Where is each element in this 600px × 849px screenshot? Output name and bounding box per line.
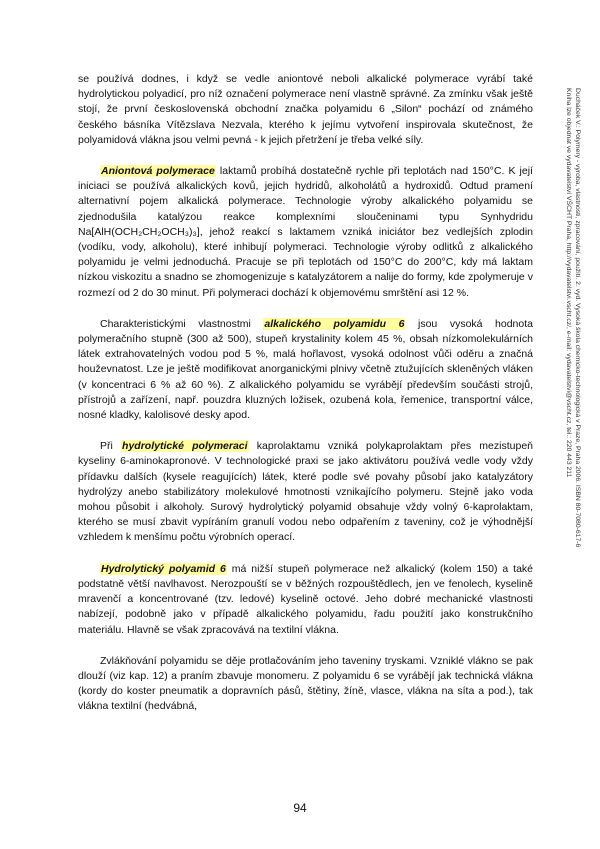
highlighted-term: alkalického polyamidu 6 [264,317,405,330]
paragraph-text: Charakteristickými vlastnostmi [100,317,264,330]
paragraph-3 [78,317,533,423]
highlighted-term: Aniontová polymerace [101,165,215,178]
citation-sidebar [556,88,582,648]
highlighted-term: Hydrolytický polyamid 6 [101,562,226,575]
citation-line-1: Ducháček V.: Polymery - výroba, vlastnosti, zpracování, použití. 2. vyd. Vysoká škola chemicko-technologická v Praze, Praha 2006. ISBN 80-7080-617-6 [574,88,581,548]
paragraph-text: jsou vysoká hodnota polymeračního stupně (300 až 500), stupeň krystalinity kolem 45 %, obsah nízkomolekulárních látek extrahovatelných vodou pod 5 %, malá hořlavost, vysoká odolnost vůči oděru a značná houževnatost. Lze je ještě modifikovat anorganickými plnivy včetně ztužujících skleněných vláken (v koncentraci 6 % až 60 %). Z alkalického polyamidu se vyrábějí především součásti strojů, přístrojů a zařízení, např. pouzdra kluzných ložisek, ozubená kola, řemenice, transportní válce, nosné kladky, kalolisové desky apod. [78,317,533,422]
citation-line-2: Kniha lze objednat ve vydavatelství VŠCHT Praha, http://vydavatelstvi.vscht.cz/, e-mail: vydavatelstvi@vscht.cz, tel.: 220 443 211 [565,88,572,478]
paragraph-text: Zvlákňování polyamidu se děje protlačováním jeho taveniny tryskami. Vzniklé vlákno se pak dlouží (viz kap. 12) a praním zbavuje monomeru. Z polyamidu 6 se vyrábějí jak technická vlákna (kordy do koster pneumatik a dopravních pásů, štětiny, žíně, vlasce, vlákna na síta a pod.), tak vlákna textilní (hedvábná, [78,654,533,713]
highlighted-term: hydrolytické polymeraci [122,440,248,453]
paragraph-2 [78,164,533,301]
paragraph-text: kaprolaktamu vzniká polykaprolaktam přes mezistupeň kyseliny 6-aminokapronové. V technologické praxi se jako aktivátoru používá vedle vody vždy přídavku dalších (kysele reagujících) látek, které podle své povahy působí jako katalyzátory hydrolýzy anebo stabilizátory molekulové hmotnosti vznikajícího polymeru. Stejně jako voda mohou působit i alkoholy. Surový hydrolytický polyamid obsahuje vždy volný 6-kaprolaktam, kterého se musí zbavit vypíráním granulí vodou nebo odpařením z taveniny, což je výhodnější vzhledem k menšímu počtu výrobních operací. [78,440,533,544]
page-body [78,72,533,731]
paragraph-text: se používá dodnes, i když se vedle aniontové neboli alkalické polymerace vyrábí také hydrolytickou polyadicí, pro níž označení polymerace není vlastně správné. Za zmínku však ještě stojí, že první československá obchodní značka polyamidu 6 „Silon“ pochází od známého českého básníka Vítězslava Nezvala, kterého k jejímu vytvoření inspirovala skutečnost, že polyamidová vlákna jsou velmi pevná - k jejich přetržení je třeba velké síly. [78,73,533,146]
paragraph-text: Při [100,440,122,453]
paragraph-5 [78,562,533,638]
paragraph-4 [78,439,533,545]
page-number: 94 [293,801,307,815]
paragraph-text: má nižší stupeň polymerace než alkalický (kolem 150) a také podstatně větší navlhavost. Nerozpouští se v běžných rozpouštědlech, jen ve fenolech, kyselině mravenčí a koncentrované (tzv. ledové) kyselině octové. Jeho dobré mechanické vlastnosti nabízejí, podobně jako v případě alkalického polyamidu, řadu použití jako konstrukčního materiálu. Hlavně se však zpracovává na textilní vlákna. [78,562,533,636]
paragraph-text: laktamů probíhá dostatečně rychle při teplotách nad 150°C. K její iniciaci se používá alkalických kovů, jejich hydridů, alkoholátů a hydroxidů. Odtud pramení alternativní pojem alkalická polymerace. Technologie výroby alkalického polyamidu se zjednodušila katalýzou reakce komplexními sloučeninami typu Synhydridu Na[AlH(OCH₂CH₂OCH₃)₃], jehož reakcí s laktamem vzniká iniciátor bez vedlejších zplodin (vodíku, vody, alkoholu), které inhibují polymeraci. Technologie výroby odlitků z alkalického polyamidu je velmi jednoduchá. Pracuje se při teplotách od 150°C do 200°C, kdy má laktam nízkou viskozitu a snadno se zhomogenizuje s katalyzátorem a nalije do formy, kde zpolymeruje v rozmezí od 2 do 30 minut. Při polymeraci dochází k objemovému smrštění asi 12 %. [78,165,533,299]
citation-text [564,88,582,648]
paragraph-1 [78,72,533,148]
paragraph-6 [78,654,533,715]
